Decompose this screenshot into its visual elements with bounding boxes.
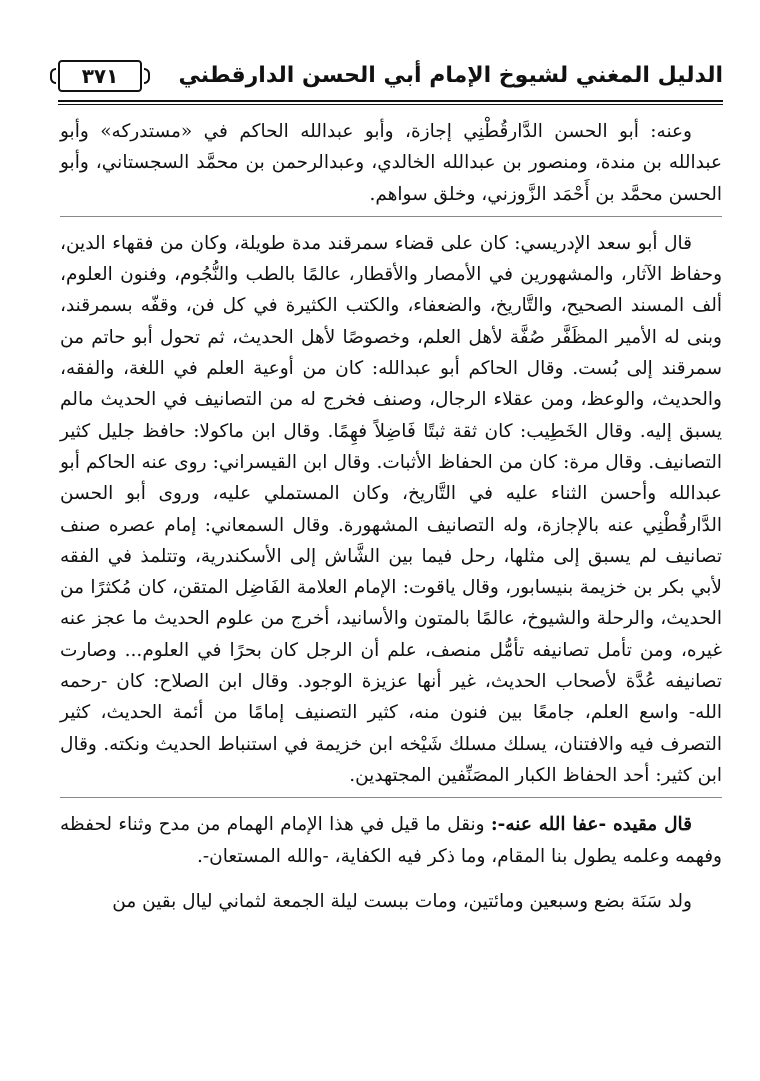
paragraph-death: ولد سَنَة بضع وسبعين ومائتين، ومات ببست ليلة الجمعة لثماني ليال بقين من — [112, 890, 692, 912]
note-lead: قال مقيده -عفا الله عنه-: — [490, 814, 692, 836]
paragraph-divider — [60, 797, 722, 798]
page-header — [58, 58, 723, 98]
note-text: ونقل ما قيل في هذا الإمام الهمام من مدح وثناء لحفظه وفهمه وعلمه يطول بنا المقام، وما ذكر فيه الكفاية، -والله المستعان-. — [60, 814, 722, 867]
paragraph-divider — [60, 216, 722, 217]
running-title: الدليل المغني لشيوخ الإمام أبي الحسن الدارقطني — [178, 63, 723, 88]
paragraph-biography: قال أبو سعد الإدريسي: كان على قضاء سمرقند مدة طويلة، وكان من فقهاء الدين، وحفاظ الآثار، والمشهورين في الأمصار والأقطار، عالمًا بالطب والنُّجُوم، وفنون العلوم، ألف المسند الصحيح، والتَّاريخ، والضعفاء، والكتب الكثيرة في كل فن، وقفّه بسمرقند، وبنى له الأمير المظَفَّر صُفَّة لأهل العلم، وخصوصًا لأهل الحديث، ثم تحول أبو حاتم من سمرقند إلى بُست. وقال الحاكم أبو عبدالله: كان من أوعية العلم في اللغة، والفقه، والحديث، والوعظ، ومن عقلاء الرجال، وصنف فخرج له من التصانيف في الحديث مالم يسبق إليه. وقال الخَطِيب: كان ثقة ثبتًا فَاضِلاً فهِمًا. وقال ابن ماكولا: حافظ جليل كثير التصانيف. وقال مرة: كان من الحفاظ الأثبات. وقال ابن القيسراني: روى عنه الحاكم أبو عبدالله وأحسن الثناء عليه في التَّاريخ، وكان المستملي عليه، وروى أبو الحسن الدَّارقُطْنِي عنه بالإجازة، وله التصانيف المشهورة. وقال السمعاني: إمام عصره صنف تصانيف لم يسبق إلى مثلها، رحل فيما بين الشَّاش إلى الأسكندرية، وتتلمذ في الفقه لأبي بكر بن خزيمة بنيسابور، وقال ياقوت: الإمام العلامة الفَاضِل المتقن، كان مُكثرًا من الحديث، والرحلة والشيوخ، عالمًا بالمتون والأسانيد، أخرج من علوم الحديث ما عجز عنه غيره، ومن تأمل تصانيفه تأمُّل منصف، علم أن الرجل كان بحرًا في العلوم... وصارت تصانيفه عُدَّة لأصحاب الحديث، غير أنها عزيزة الوجود. وقال ابن الصلاح: كان -رحمه الله- واسع العلم، جامعًا بين فنون منه، كثير التصنيف إمامًا من أئمة الحديث، كثير التصرف فيه والافتنان، يسلك مسلك شَيْخه ابن خزيمة في استنباط الحديث ونكته. وقال ابن كثير: أحد الحفاظ الكبار المصَنِّفين المجتهدين. — [60, 232, 722, 786]
header-rule-thin — [58, 104, 723, 105]
paragraph-students: وعنه: أبو الحسن الدَّارقُطْنِي إجازة، وأبو عبدالله الحاكم في «مستدركه» وأبو عبدالله بن مندة، ومنصور بن عبدالله الخالدي، وعبدالرحمن بن محمَّد السجستاني، وأبو الحسن محمَّد بن أَحْمَد الزَّوزني، وخلق سواهم. — [60, 121, 722, 205]
header-rule — [58, 100, 723, 102]
page-number: ٣٧١ — [58, 60, 142, 92]
paragraph-author-note — [60, 809, 722, 872]
body-text — [60, 116, 722, 917]
